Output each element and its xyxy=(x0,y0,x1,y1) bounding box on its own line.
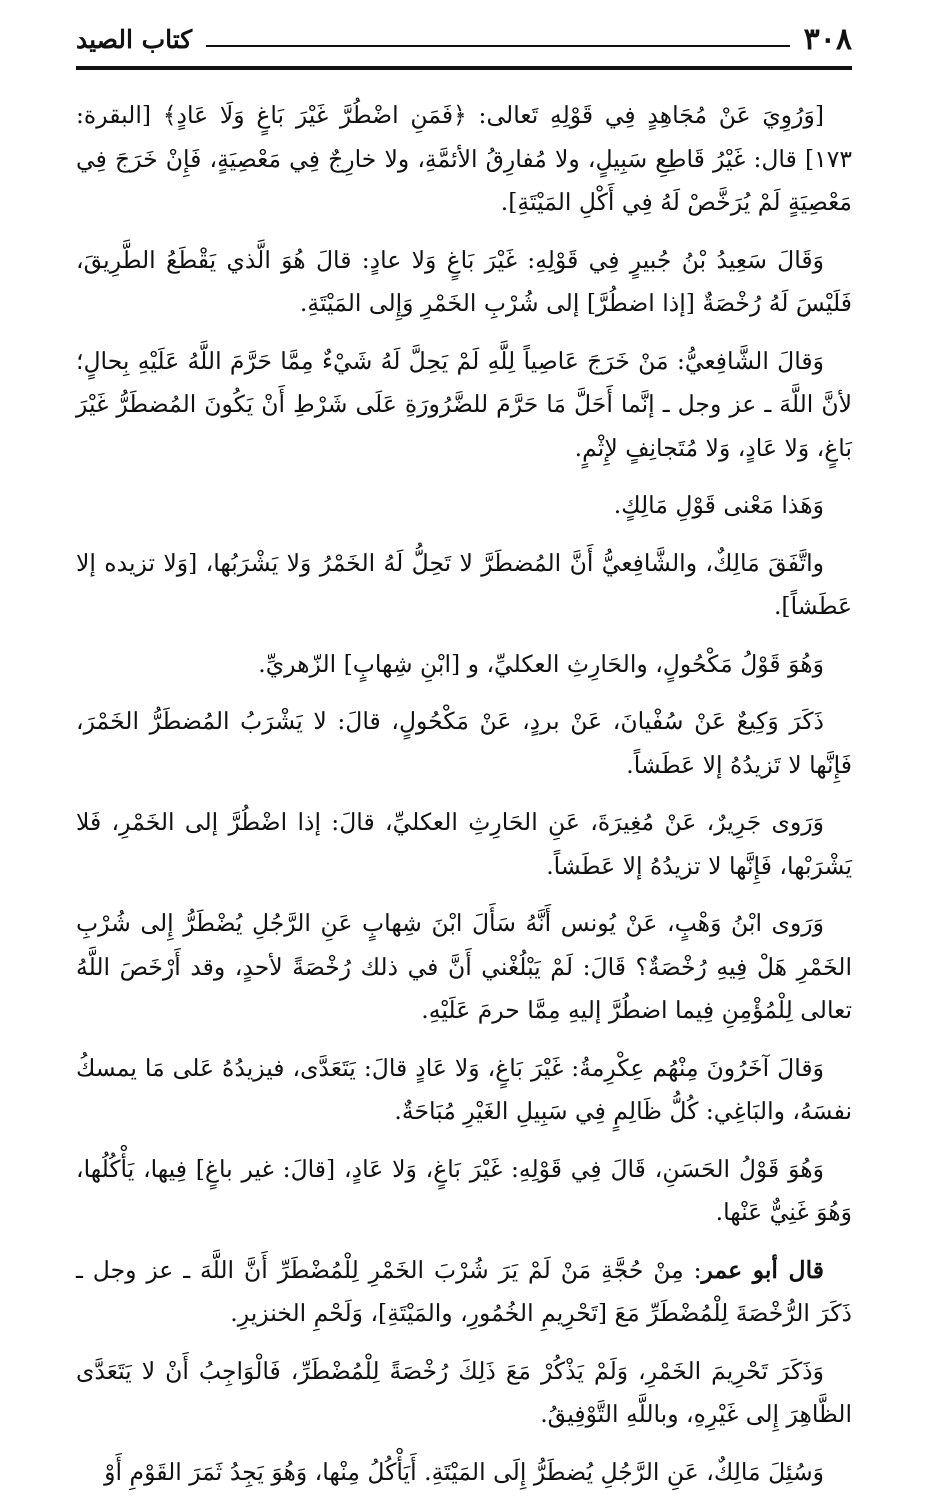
paragraph: وَذَكَرَ تَحْرِيمَ الخَمْرِ، وَلَمْ يَذْكُرْ مَعَ ذَلِكَ رُخْصَةً لِلْمُضْطَرِّ، فَالْوَاجِبُ أَنْ لا يَتَعَدَّى الظَّاهِرَ إِلى غَيْرِهِ، وباللَّهِ التَّوْفِيقُ. xyxy=(76,1356,852,1428)
paragraph: وَقالَ الشَّافِعيُّ: مَنْ خَرَجَ عَاصِياً لِلَّهِ لَمْ يَحِلَّ لَهُ شَيْءٌ مِمَّا حَرَّمَ اللَّهُ عَلَيْهِ بِحالٍ؛ لأنَّ اللَّهَ ـ عز وجل ـ إنَّما أَحَلَّ مَا حَرَّمَ للضَّرُورَةِ عَلَى شَرْطِ أَنْ يَكُونَ المُضطَرُّ غَيْرَ بَاغٍ، وَلا عَادٍ، وَلا مُتَجانِفٍ لإِثْمٍ. xyxy=(76,346,852,462)
paragraph: وَهَذا مَعْنى قَوْلِ مَالِكٍ. xyxy=(613,491,824,519)
paragraph: وَرَوى جَرِيرٌ، عَنْ مُغِيرَةَ، عَنِ الحَارِثِ العكليِّ، قالَ: إذا اضْطُرَّ إلى الخَمْرِ، فَلا يَشْرَبْها، فَإِنَّها لا تزيدُهُ إلا عَطَشاً. xyxy=(76,808,852,880)
page-number: ٣٠٨ xyxy=(803,21,852,57)
paragraph: [وَرُوِيَ عَنْ مُجَاهِدٍ فِي قَوْلِهِ تَعالى: ﴿فَمَنِ اضْطُرَّ غَيْرَ بَاغٍ وَلَا عَادٍ﴾ [البقرة: ١٧٣] قال: غَيْرُ قَاطِعِ سَبِيلٍ، ولا مُفارِقُ الأئمَّةِ، ولا خارِجٌ فِي مَعْصِيَةٍ، فَإِنْ خَرَجَ فِي مَعْصِيَةٍ لَمْ يُرَخَّصْ لَهُ فِي أَكْلِ المَيْتَةِ]. xyxy=(76,101,852,216)
paragraph: واتَّفَقَ مَالِكٌ، والشَّافِعيُّ أَنَّ المُضطَرَّ لا تَحِلُّ لَهُ الخَمْرُ وَلا يَشْرَبُها، [وَلا تزيده إلا عَطَشاً]. xyxy=(76,548,852,620)
paragraph: ذَكَرَ وَكِيعٌ عَنْ سُفْيانَ، عَنْ بردٍ، عَنْ مَكْحُولٍ، قالَ: لا يَشْرَبُ المُضطَرُّ الخَمْرَ، فَإِنَّها لا تَزيدُهُ إلا عَطَشاً. xyxy=(76,707,852,779)
paragraph: وَسُئِلَ مَالِكٌ، عَنِ الرَّجُلِ يُضطَرُّ إِلَى المَيْتَةِ. أَيَأْكُلُ مِنْها، وَهُوَ يَجِدُ ثَمَرَ القَوْمِ أَوْ xyxy=(104,1457,824,1486)
paragraph-abu-umar xyxy=(76,1249,852,1336)
text-body xyxy=(76,94,852,1508)
paragraph: وَهُوَ قَوْلُ مَكْحُولٍ، والحَارِثِ العكليِّ، و [ابْنِ شِهابٍ] الزّهريِّ. xyxy=(258,649,824,678)
running-title: كتاب الصيد xyxy=(76,24,193,54)
paragraph: وَهُوَ قَوْلُ الحَسَنِ، قَالَ فِي قَوْلِهِ: غَيْرَ بَاغٍ، وَلا عَادٍ، [قالَ: غير باغٍ] فِيها، يَأْكُلُها، وَهُوَ غَنِيٌّ عَنْها. xyxy=(76,1154,852,1226)
paragraph-rest: : مِنْ حُجَّةِ مَنْ لَمْ يَرَ شُرْبَ الخَمْرِ لِلْمُضْطَرِّ أَنَّ اللَّهَ ـ عز وجل ـ ذَكَرَ الرُّخْصَةَ لِلْمُضْطَرِّ مَعَ [تَحْرِيمِ الخُمُورِ، والمَيْتَةِ]، وَلَحْمِ الخنزيرِ. xyxy=(76,1255,852,1327)
page-header xyxy=(76,18,852,60)
bold-lead-in: قال أبو عمر xyxy=(701,1255,824,1284)
header-divider xyxy=(76,66,852,70)
header-rule xyxy=(206,45,789,47)
paragraph: وَقالَ آخَرُونَ مِنْهُم عِكْرِمةُ: غَيْرَ بَاغٍ، وَلا عَادٍ قالَ: يَتَعَدَّى، فيزيدُهُ عَلى مَا يمسكُ نفسَهُ، والبَاغِي: كُلُّ ظَالِمٍ فِي سَبِيلِ الغَيْرِ مُبَاحَةٌ. xyxy=(76,1053,852,1125)
paragraph: وَقَالَ سَعِيدُ بْنُ جُبيرٍ فِي قَوْلِهِ: غَيْرَ بَاغٍ وَلا عادٍ: قالَ هُوَ الَّذي يَقْطَعُ الطَّرِيقَ، فَلَيْسَ لَهُ رُخْصَةٌ [إذا اضطُرَّ] إلى شُرْبِ الخَمْرِ وَإِلى المَيْتَةِ. xyxy=(76,245,852,317)
paragraph: وَرَوى ابْنُ وَهْبٍ، عَنْ يُونس أَنَّهُ سَأَلَ ابْنَ شِهابٍ عَنِ الرَّجُلِ يُضْطَرُّ إِلى شُرْبِ الخَمْرِ هَلْ فِيهِ رُخْصَةٌ؟ قَالَ: لَمْ يَبْلُغْني أَنَّ في ذلك رُخْصَةً لأحدٍ، وقد أَرْخَصَ اللَّهُ تعالى لِلْمُؤْمِنِ فِيما اضطُرَّ إليهِ مِمَّا حرمَ عَلَيْهِ. xyxy=(76,909,852,1024)
